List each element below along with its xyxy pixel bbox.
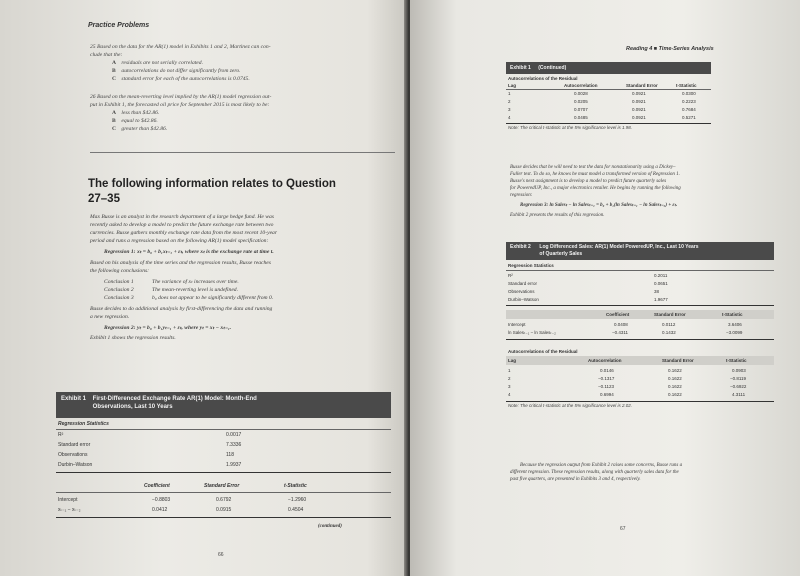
column-header: t-Statistic	[284, 483, 307, 489]
table-header-row	[506, 82, 711, 89]
stat-value: 118	[226, 452, 234, 458]
para-line: Exhibit 2 presents the results of this regression.	[510, 213, 605, 218]
para-line: regression:	[510, 193, 533, 198]
exhibit-label: Exhibit 2	[510, 244, 531, 250]
page-number-left: 66	[218, 552, 224, 558]
conclusions-intro: Based on his analysis of the time series and the regression results, Busse reaches	[90, 260, 271, 266]
exhibit-1-table	[56, 420, 391, 540]
option-text: equal to $42.86.	[121, 118, 158, 124]
exhibit-title-line: of Quarterly Sales	[539, 251, 583, 257]
row-name: Intercept	[508, 322, 526, 327]
t-statistic: −1.2960	[288, 497, 307, 503]
table-row	[506, 288, 774, 296]
page-number-right: 67	[620, 526, 626, 532]
autocorrelation: 0.0028	[574, 91, 588, 96]
conclusion-2	[90, 286, 395, 294]
coefficient: 0.0412	[152, 507, 168, 513]
section-title-line: The following information relates to Question	[88, 178, 336, 190]
lag: 1	[508, 91, 511, 96]
answer-option	[90, 125, 390, 133]
answer-option	[90, 75, 390, 83]
regression-1: Regression 1: xₜ = b₀ + b₁xₜ₋₁ + εₜ, where xₜ is the exchange rate at time t.	[104, 249, 274, 255]
t-statistic: 0.0903	[732, 368, 746, 373]
autocorrelation: 0.6994	[600, 392, 614, 397]
lag: 4	[508, 392, 511, 397]
exhibit-title	[539, 244, 698, 258]
row-name: xₜ₋₁ − xₜ₋₂	[58, 507, 81, 513]
coefficient: −0.4311	[612, 330, 629, 335]
t-statistic: 0.0300	[682, 91, 696, 96]
section-title-line: 27–35	[88, 193, 120, 205]
stat-value: 7.3336	[226, 442, 242, 448]
conclusion-3	[90, 294, 395, 302]
standard-error: 0.0915	[216, 507, 232, 513]
stat-value: 0.0651	[654, 281, 668, 286]
t-statistic: 4.3111	[732, 392, 746, 397]
conclusion-label: Conclusion 1	[104, 279, 134, 285]
option-letter: B	[112, 118, 116, 124]
running-header-left: Practice Problems	[88, 22, 150, 29]
paragraph-1	[510, 164, 788, 219]
coefficient: −0.8803	[152, 497, 171, 503]
table-header-row	[506, 310, 774, 319]
exhibit-title: (Continued)	[538, 65, 567, 71]
para-line: Busse decides that he will need to test the data for nonstationarity using a Dickey–	[510, 165, 676, 170]
stat-value: 1.9677	[654, 297, 668, 302]
table-row	[506, 90, 711, 98]
table-row	[56, 451, 391, 460]
exhibit-2-table	[506, 262, 774, 452]
option-text: residuals are not serially correlated.	[121, 60, 203, 66]
exhibit-label: Exhibit 1	[510, 65, 531, 71]
intro-line: period and runs a regression based on the following AR(1) model specification:	[90, 238, 269, 244]
question-text: clude that the:	[90, 52, 123, 58]
table-row	[56, 420, 391, 429]
stat-name: Durbin–Watson	[508, 297, 539, 302]
section-title	[88, 177, 398, 207]
exhibit-title	[93, 395, 257, 411]
stat-name: Standard error	[508, 281, 538, 286]
sub-header-row	[506, 75, 711, 82]
autocorrelation: 0.0485	[574, 115, 588, 120]
exhibit-title-line: Observations, Last 10 Years	[92, 404, 173, 410]
row-name: Intercept	[58, 497, 78, 503]
stat-name: Durbin–Watson	[58, 462, 93, 468]
table-row	[506, 391, 774, 399]
lag: 4	[508, 115, 511, 120]
table-row	[56, 506, 391, 515]
exhibit-1-header	[56, 392, 391, 418]
column-header: Coefficient	[144, 483, 170, 489]
column-header: Autocorrelation	[564, 83, 598, 88]
standard-error: 0.6792	[216, 497, 232, 503]
row-name: ln Salesₜ₋₁ − ln Salesₜ₋₂	[508, 330, 556, 335]
standard-error: 0.1622	[668, 392, 682, 397]
answer-option	[90, 67, 390, 75]
coefficient: 0.0408	[614, 322, 628, 327]
conclusion-text: b₀ does not appear to be significantly different from 0.	[152, 295, 274, 301]
running-header-right: Reading 4 ■ Time-Series Analysis	[626, 46, 714, 52]
after-conclusions: Busse decides to do additional analysis by first-differencing the data and running	[90, 306, 273, 312]
exhibit-band	[506, 62, 711, 74]
column-header: Standard Error	[626, 83, 658, 88]
para-line: for PoweredUP, Inc., a major electronics retailer. He begins by running the following	[510, 186, 681, 191]
answer-option	[90, 109, 390, 117]
column-header: Lag	[508, 83, 517, 88]
table-header-row	[56, 482, 391, 491]
lag: 3	[508, 384, 511, 389]
table-row	[506, 280, 774, 288]
table-note: Note: The critical t-statistic at the 5% significance level is 1.98.	[508, 125, 633, 130]
para-line: past five quarters, are presented in Exhibits 3 and 4, respectively.	[510, 477, 641, 482]
after-conclusions: a new regression.	[90, 314, 130, 320]
option-letter: B	[112, 68, 116, 74]
sub-header: Autocorrelations of the Residual	[508, 76, 578, 81]
stat-value: 38	[654, 289, 660, 294]
table-header-row	[506, 356, 774, 365]
column-header: t-Statistic	[722, 312, 743, 317]
sub-header-row	[506, 348, 774, 356]
column-header: Standard Error	[662, 358, 694, 363]
intro-paragraph	[90, 213, 395, 342]
standard-error: 0.0921	[632, 107, 646, 112]
stat-value: 0.0017	[226, 432, 242, 438]
lag: 2	[508, 99, 511, 104]
stat-name: R²	[508, 273, 513, 278]
stat-name: Observations	[508, 289, 535, 294]
exhibit-title-line: Log Differenced Sales: AR(1) Model PoweredUP, Inc., Last 10 Years	[539, 244, 699, 250]
table-row	[56, 441, 391, 450]
column-header: Standard Error	[654, 312, 686, 317]
note-row	[506, 124, 711, 131]
table-row	[56, 431, 391, 440]
stats-header: Regression Statistics	[508, 263, 554, 268]
stats-header: Regression Statistics	[58, 421, 109, 427]
exhibit-title-line: First-Differenced Exchange Rate AR(1) Model: Month-End	[92, 396, 257, 402]
para-line: different regression. These regression results, along with quarterly sales data for the	[510, 470, 679, 475]
question-26	[90, 93, 390, 133]
column-header: t-Statistic	[726, 358, 747, 363]
stat-value: 1.9937	[226, 462, 242, 468]
conclusions-intro: the following conclusions:	[90, 268, 150, 274]
note-row	[506, 402, 774, 410]
regression-3: Regression 3: ln Salesₜ − ln Salesₜ₋₁ = b₀ + b₁(ln Salesₜ₋₁ − ln Salesₜ₋₂) + εₜ.	[520, 203, 678, 208]
intro-line: recently asked to develop a model to predict the future exchange rate between two	[90, 222, 274, 228]
t-statistic: 0.2223	[682, 99, 696, 104]
stat-name: Standard error	[58, 442, 91, 448]
continued-row	[56, 522, 391, 531]
autocorrelation: 0.0707	[574, 107, 588, 112]
table-row	[506, 272, 774, 280]
exhibit-1-continued	[506, 62, 711, 130]
lag: 2	[508, 376, 511, 381]
conclusion-label: Conclusion 2	[104, 287, 134, 293]
column-header: Autocorrelation	[588, 358, 622, 363]
t-statistic: 3.6406	[728, 322, 742, 327]
option-text: greater than $42.86.	[121, 126, 168, 132]
question-text: 26 Based on the mean-reverting level implied by the AR(1) model regression out-	[90, 94, 272, 100]
column-header: t-Statistic	[676, 83, 697, 88]
question-text: 25 Based on the data for the AR(1) model in Exhibits 1 and 2, Martinez can con-	[90, 44, 271, 50]
option-letter: C	[112, 76, 117, 82]
t-statistic: −3.0099	[726, 330, 743, 335]
sub-header: Autocorrelations of the Residual	[508, 349, 578, 354]
exhibit-reference: Exhibit 1 shows the regression results.	[90, 335, 176, 341]
standard-error: 0.1622	[668, 368, 682, 373]
column-header: Standard Error	[204, 483, 240, 489]
conclusion-text: The variance of xₜ increases over time.	[152, 279, 239, 285]
autocorrelation: 0.0205	[574, 99, 588, 104]
para-line: Busse's next assignment is to develop a model to predict future quarterly sales	[510, 179, 667, 184]
standard-error: 0.1432	[662, 330, 676, 335]
table-row	[506, 106, 711, 114]
exhibit-band	[506, 242, 774, 260]
answer-option	[90, 117, 390, 125]
stat-name: Observations	[58, 452, 88, 458]
column-header: Lag	[508, 358, 517, 363]
t-statistic: 0.7684	[682, 107, 696, 112]
conclusion-label: Conclusion 3	[104, 295, 134, 301]
answer-option	[90, 59, 390, 67]
standard-error: 0.1622	[668, 376, 682, 381]
standard-error: 0.0921	[632, 115, 646, 120]
continued-label: (continued)	[318, 524, 342, 529]
column-header: Coefficient	[606, 312, 630, 317]
stat-name: R²	[58, 432, 64, 438]
exhibit-1-cont-table	[506, 75, 711, 131]
standard-error: 0.1622	[668, 384, 682, 389]
option-letter: A	[112, 110, 117, 116]
table-row	[56, 496, 391, 505]
conclusion-1	[90, 278, 395, 286]
lag: 1	[508, 368, 511, 373]
section-divider	[90, 152, 395, 153]
option-text: less than $42.86.	[121, 110, 160, 116]
table-row	[506, 296, 774, 304]
table-row	[506, 114, 711, 122]
exhibit-label: Exhibit 1	[61, 396, 87, 402]
option-letter: A	[112, 60, 117, 66]
table-row	[506, 367, 774, 375]
intro-line: Max Busse is an analyst in the research department of a large hedge fund. He was	[90, 214, 274, 220]
table-row	[56, 461, 391, 470]
table-row	[506, 383, 774, 391]
option-text: autocorrelations do not differ significantly from zero.	[121, 68, 241, 74]
question-text: put in Exhibit 1, the forecasted oil price for September 2015 is most likely to be:	[90, 102, 270, 108]
t-statistic: 0.4504	[288, 507, 304, 513]
exhibit-1-band	[56, 392, 391, 418]
t-statistic: 0.5271	[682, 115, 696, 120]
table-note: Note: The critical t-statistic at the 5% significance level is 2.02.	[508, 403, 633, 408]
option-letter: C	[112, 126, 117, 132]
conclusion-text: The mean-reverting level is undefined.	[152, 287, 239, 293]
exhibit-2	[506, 242, 774, 408]
table-row	[506, 321, 774, 329]
t-statistic: −0.8119	[730, 376, 747, 381]
autocorrelation: 0.0146	[600, 368, 614, 373]
question-25	[90, 43, 390, 83]
para-line: Because the regression output from Exhibit 2 raises some concerns, Busse runs a	[520, 463, 683, 468]
stat-value: 0.2011	[654, 273, 668, 278]
table-row	[506, 98, 711, 106]
lag: 3	[508, 107, 511, 112]
right-page	[410, 0, 800, 576]
intro-line: currencies. Busse gathers monthly exchange rate data from the most recent 10-year	[90, 230, 278, 236]
table-row	[506, 375, 774, 383]
table-row	[506, 329, 774, 337]
table-row	[506, 262, 774, 270]
option-text: standard error for each of the autocorrelations is 0.0745.	[121, 76, 250, 82]
autocorrelation: −0.1317	[598, 376, 615, 381]
standard-error: 0.0112	[662, 322, 676, 327]
t-statistic: −0.6922	[730, 384, 747, 389]
paragraph-3	[510, 462, 795, 483]
para-line: Fuller test. To do so, he knows he must model a transformed version of Regression 1.	[510, 172, 680, 177]
standard-error: 0.0921	[632, 99, 646, 104]
regression-2: Regression 2: yₜ = b₀ + b₁yₜ₋₁ + εₜ, where yₜ = xₜ − xₜ₋₁.	[104, 325, 232, 331]
standard-error: 0.0921	[632, 91, 646, 96]
autocorrelation: −0.1123	[598, 384, 615, 389]
